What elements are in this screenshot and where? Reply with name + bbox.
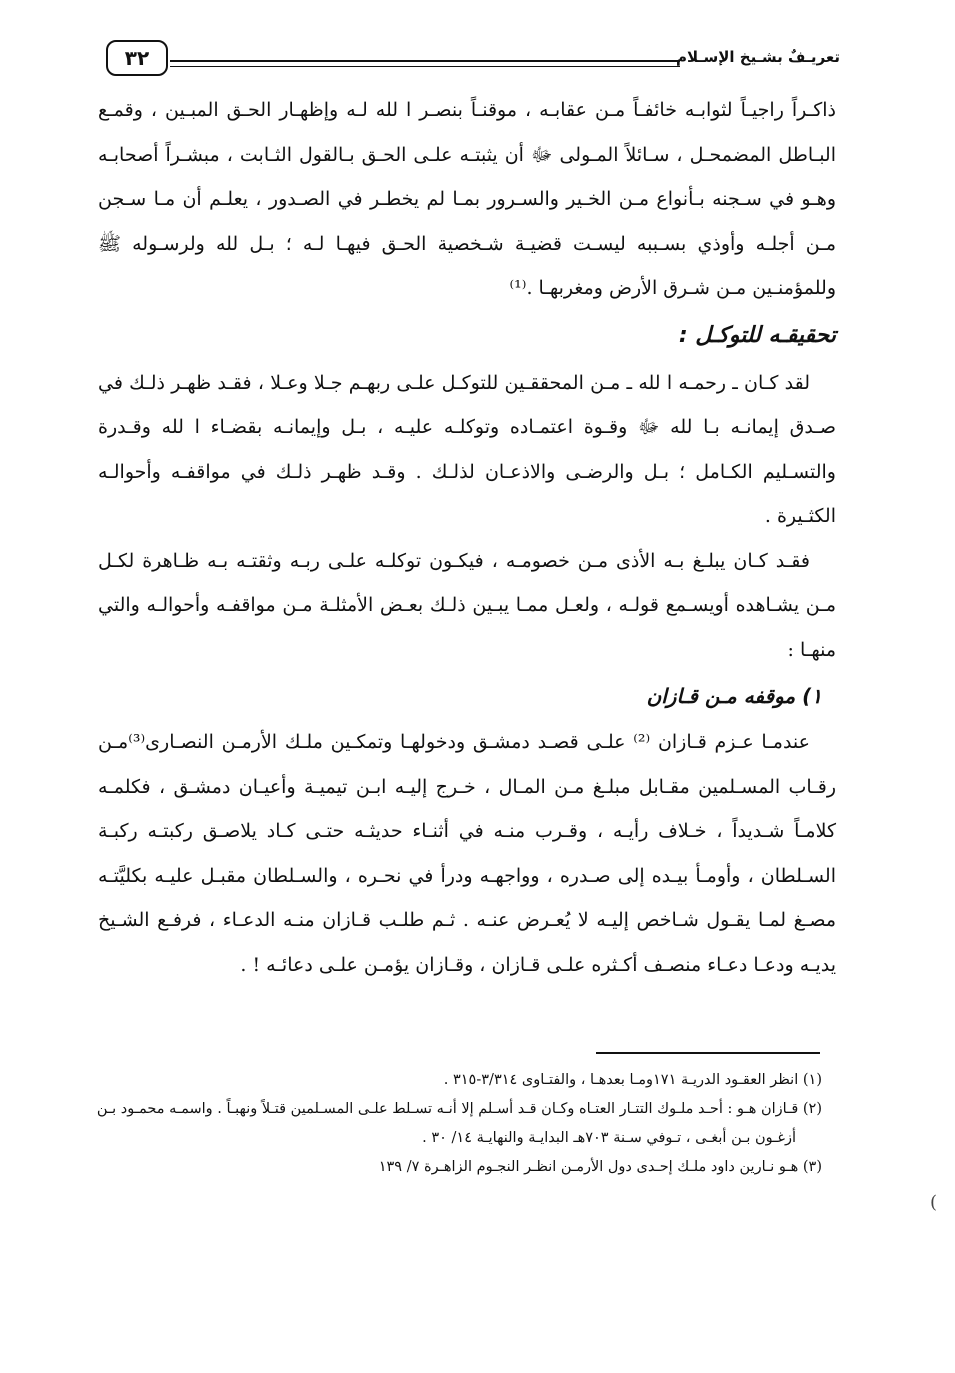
section-heading: تحقيقـه للتوكـل : bbox=[678, 322, 836, 348]
footnote-2: (٢) قـازان هـو : أحـد ملـوك التتـار العتـاه وكـان قـد أسـلم إلا أنـه تسـلط علـى المسـلمين قتـلاً ونهبـاً . واسمـه محمـود بـن bbox=[96, 1101, 822, 1117]
footnote-separator bbox=[596, 1052, 820, 1054]
main-text bbox=[98, 88, 836, 987]
footnote-3: (٣) هـو نـارين داود ملـك إحـدى دول الأرمـن انظـر النجـوم الزاهـرة ٧/ ١٣٩ bbox=[378, 1159, 822, 1175]
margin-mark: ( bbox=[930, 1192, 938, 1213]
page-number: ٣٢ bbox=[106, 40, 168, 76]
running-title: تعريـفٌ بشـيخ الإسـلام bbox=[675, 48, 840, 66]
footnotes bbox=[92, 1066, 822, 1182]
page-header bbox=[100, 36, 840, 80]
header-rule-thin bbox=[170, 66, 680, 67]
footnote-1: (١) انظر العقـود الدريـة ١٧١ومـا بعدهـا ، والفتـاوى ٣/٣١٤-٣١٥ . bbox=[443, 1072, 822, 1088]
footnote-2-continuation: أزغـون بـن أبغـى ، تـوفي سـنة ٧٠٣هـ البدايـة والنهايـة ١٤/ ٣٠ . bbox=[422, 1130, 796, 1146]
paragraph-qazan: عندمـا عـزم قـازان ⁽²⁾ علـى قصـد دمشـق ودخولهـا وتمكـين ملـك الأرمـن النصـارى⁽³⁾مـن رقـاب المسـلمين مقـابل مبلـغ مـن المـال ، خـرج إليـه ابـن تيميـة وأعيـان دمشـق ، فكلمـه كلامـاً شـديداً ، خـلاف رأيـه ، وقـرب منـه في أثنـاء حديثـه حتـى كـاد يلاصـق ركبتـه ركبـة السـلطان ، وأومـأ بيـده إلى صـدره ، وواجهـه ودرأ في نحـره ، والسـلطان مقبـل عليـه بكليَّتـه مصـغ لمـا يقـول شـاخص إليـه لا يُعـرض عنـه . ثـم طلـب قـازان منـه الدعـاء ، فرفـع الشـيخ يديـه ودعـا دعـاء منصـف أكـثره علـى قـازان ، وقـازان يؤمـن علـى دعائـه ! . bbox=[98, 731, 836, 976]
paragraph-tawakkul: لقد كـان ـ رحمـه ا لله ـ مـن المحققـين للتوكـل علـى ربهـم جـلا وعـلا ، فقـد ظهـر ذلـك في صـدق إيمانـه بـا لله ﷻ وقـوة اعتمـاده وتوكلـه عليـه ، بـل وإيمانـه بقضـاء ا لله وقـدرة والتسـليم الكـامل ؛ بـل والرضـى والاذعـان لذلـك . وقـد ظهـر ذلـك في مواقفـه وأحوالـه الكثـيرة . bbox=[98, 371, 836, 527]
paragraph-examples: فقـد كـان يبلـغ بـه الأذى مـن خصومـه ، فيكـون توكلـه علـى ربـه وثقتـه بـه ظـاهرة لكـل مـن يشـاهده أويسـمع قولـه ، ولعـل ممـا يبـين ذلـك بعـض الأمثلـة مـن مواقفـه وأحوالـه والتي منهـا : bbox=[98, 549, 836, 661]
header-rule bbox=[170, 60, 680, 62]
intro-paragraph: ذاكـراً راجيـاً لثوابـه خائفـاً مـن عقابـه ، موقنـاً بنصـر ا لله لـه وإظهـار الحـق المبـين ، وقمـع البـاطل المضمحـل ، سـائلاً المـولى ﷻ أن يثبتـه علـى الحـق بـالقول الثـابت ، مبشـراً أصحابـه وهـو في سـجنه بـأنواع مـن الخـير والسـرور بمـا لم يخطـر في الصـدور ، يعلـم أن مـا سـجن مـن أجلـه وأوذي بسـببه ليسـت قضيـة شـخصية الحـق فيهـا لـه ؛ بـل لله ولرسـوله ﷺ وللمؤمنـين مـن شـرق الأرض ومغربهـا .⁽¹⁾ bbox=[98, 99, 836, 299]
sub-heading-qazan: ١) موقفه مـن قـازان bbox=[646, 684, 822, 708]
